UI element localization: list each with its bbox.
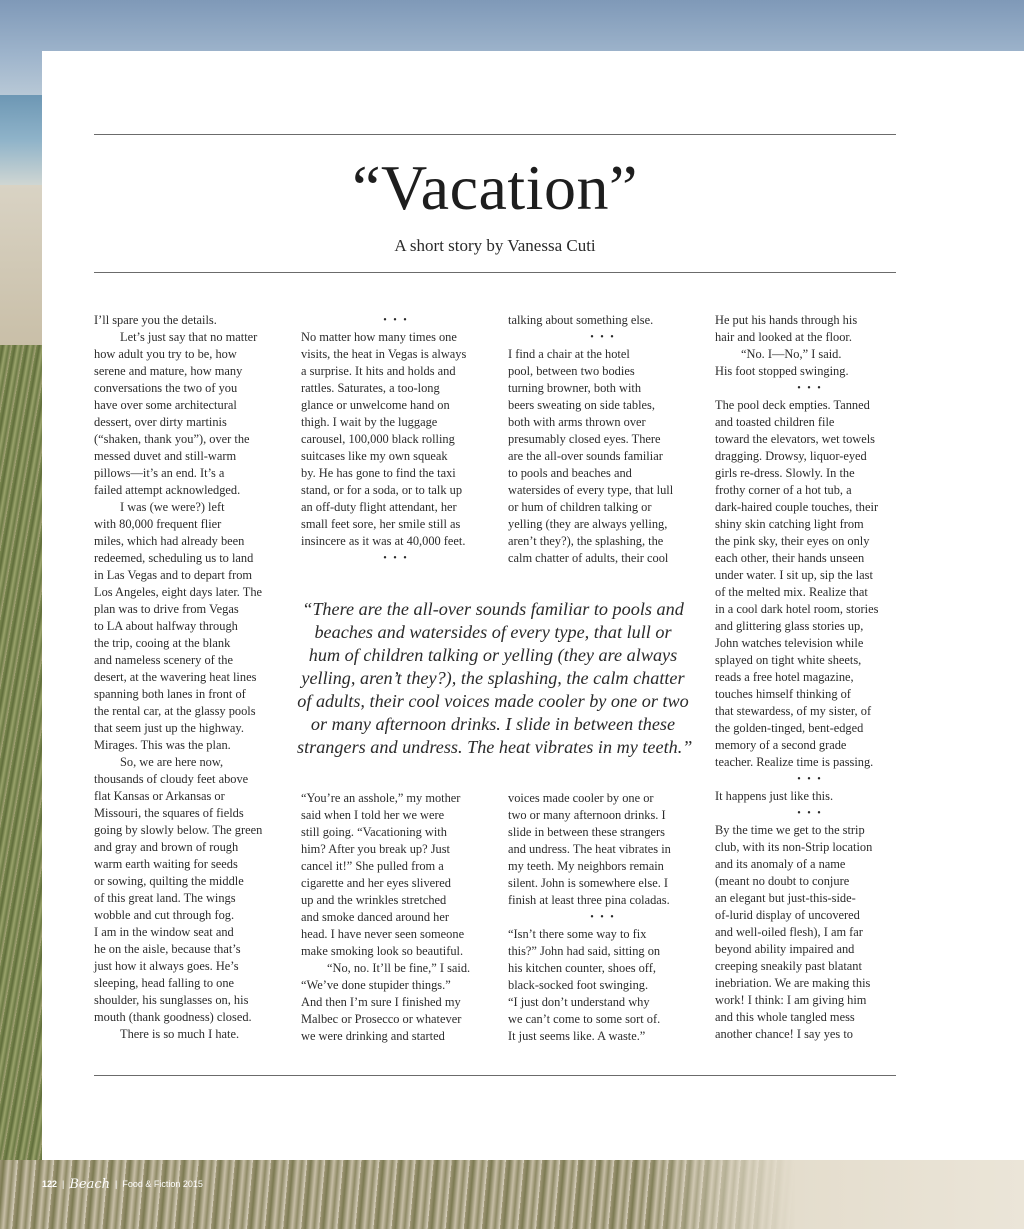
text-line: warm earth waiting for seeds: [94, 857, 238, 871]
text-line: aren’t they?), the splashing, the: [508, 534, 664, 548]
text-line: “Isn’t there some way to fix: [508, 927, 647, 941]
text-line: to LA about halfway through: [94, 619, 238, 633]
text-line: beyond ability impaired and: [715, 942, 855, 956]
text-line: or sowing, quilting the middle: [94, 874, 244, 888]
text-line: desert, at the wavering heat lines: [94, 670, 257, 684]
text-line: an elegant but just-this-side-: [715, 891, 856, 905]
text-line: the rental car, at the glassy pools: [94, 704, 256, 718]
column-2-bottom: [301, 790, 491, 1045]
text-line: and glittering glass stories up,: [715, 619, 864, 633]
pull-quote-line: hum of children talking or yelling (they are always: [308, 645, 678, 665]
text-line: “You’re an asshole,” my mother: [301, 791, 461, 805]
text-line: inebriation. We are making this: [715, 976, 871, 990]
text-line: the golden-tinged, bent-edged: [715, 721, 864, 735]
text-line: and this whole tangled mess: [715, 1010, 855, 1024]
text-line: flat Kansas or Arkansas or: [94, 789, 225, 803]
pull-quote-line: of adults, their cool voices made cooler by one or two: [297, 691, 689, 711]
pull-quote: [297, 598, 693, 759]
text-line: carousel, 100,000 black rolling: [301, 432, 455, 446]
text-line: each other, their hands unseen: [715, 551, 865, 565]
section-break: • • •: [590, 912, 616, 923]
text-line: my teeth. My neighbors remain: [508, 859, 664, 873]
text-line: both with arms thrown over: [508, 415, 646, 429]
text-line: No matter how many times one: [301, 330, 457, 344]
pull-quote-line: strangers and undress. The heat vibrates in my teeth.”: [297, 737, 693, 757]
pull-quote-line: yelling, aren’t they?), the splashing, the calm chatter: [301, 668, 685, 688]
background-sea: [0, 95, 42, 185]
text-line: and smoke danced around her: [301, 910, 449, 924]
story-title: “Vacation”: [352, 152, 638, 223]
text-line: creeping sneakily past blatant: [715, 959, 862, 973]
background-sand: [0, 185, 42, 345]
text-line: “No. I—No,” I said.: [741, 347, 842, 361]
background-dune-grass: [0, 345, 42, 1229]
text-line: calm chatter of adults, their cool: [508, 551, 669, 565]
text-line: I’ll spare you the details.: [94, 313, 217, 327]
text-line: still going. “Vacationing with: [301, 825, 447, 839]
text-line: miles, which had already been: [94, 534, 245, 548]
text-line: It happens just like this.: [715, 789, 834, 803]
text-line: of-lurid display of uncovered: [715, 908, 860, 922]
background-sand-bottom: [644, 1160, 1024, 1229]
text-line: going by slowly below. The green: [94, 823, 263, 837]
text-line: splayed on tight white sheets,: [715, 653, 862, 667]
text-line: of this great land. The wings: [94, 891, 236, 905]
text-line: dragging. Drowsy, liquor-eyed: [715, 449, 867, 463]
pull-quote-line: or many afternoon drinks. I slide in between these: [310, 714, 676, 734]
text-line: pool, between two bodies: [508, 364, 635, 378]
text-line: teacher. Realize time is passing.: [715, 755, 874, 769]
text-line: dessert, over dirty martinis: [94, 415, 227, 429]
text-line: that seem just up the highway.: [94, 721, 244, 735]
footer-divider: |: [115, 1179, 118, 1189]
text-line: work! I think: I am giving him: [715, 993, 867, 1007]
text-line: beers sweating on side tables,: [508, 398, 655, 412]
text-line: this?” John had said, sitting on: [508, 944, 661, 958]
text-line: an off-duty flight attendant, her: [301, 500, 457, 514]
text-line: visits, the heat in Vegas is always: [301, 347, 467, 361]
text-line: There is so much I hate.: [120, 1027, 240, 1041]
text-line: (“shaken, thank you”), over the: [94, 432, 250, 446]
text-line: hair and looked at the floor.: [715, 330, 852, 344]
text-line: thousands of cloudy feet above: [94, 772, 249, 786]
text-line: Missouri, the squares of fields: [94, 806, 244, 820]
text-line: presumably closed eyes. There: [508, 432, 661, 446]
section-break: • • •: [383, 553, 409, 564]
text-line: failed attempt acknowledged.: [94, 483, 241, 497]
text-line: under water. I sit up, sip the last: [715, 568, 873, 582]
section-break: • • •: [797, 808, 823, 819]
text-line: and undress. The heat vibrates in: [508, 842, 671, 856]
pull-quote-line: “There are the all-over sounds familiar to pools and: [302, 599, 684, 619]
text-line: dark-haired couple touches, their: [715, 500, 879, 514]
text-line: girls re-dress. Slowly. In the: [715, 466, 855, 480]
text-line: club, with its non-Strip location: [715, 840, 873, 854]
text-line: pillows—it’s an end. It’s a: [94, 466, 225, 480]
text-line: mouth (thank goodness) closed.: [94, 1010, 252, 1024]
text-line: black-socked foot swinging.: [508, 978, 649, 992]
text-line: two or many afternoon drinks. I: [508, 808, 666, 822]
text-line: (meant no doubt to conjure: [715, 874, 850, 888]
text-line: It just seems like. A waste.”: [508, 1029, 646, 1043]
text-line: reads a free hotel magazine,: [715, 670, 854, 684]
text-line: “We’ve done stupider things.”: [301, 978, 451, 992]
text-line: talking about something else.: [508, 313, 654, 327]
text-line: suitcases like my own squeak: [301, 449, 448, 463]
text-line: shiny skin catching light from: [715, 517, 864, 531]
text-line: to pools and beaches and: [508, 466, 632, 480]
column-2-top: [301, 312, 491, 567]
text-line: we can’t come to some sort of.: [508, 1012, 661, 1026]
text-line: slide in between these strangers: [508, 825, 665, 839]
section-break: • • •: [590, 332, 616, 343]
text-line: finish at least three pina coladas.: [508, 893, 670, 907]
text-line: he on the aisle, because that’s: [94, 942, 241, 956]
story-byline: A short story by Vanessa Cuti: [394, 236, 596, 255]
text-line: with 80,000 frequent flier: [94, 517, 222, 531]
page-number: 122: [42, 1179, 58, 1189]
text-line: turning browner, both with: [508, 381, 642, 395]
text-line: “I just don’t understand why: [508, 995, 650, 1009]
text-line: thigh. I wait by the luggage: [301, 415, 438, 429]
text-line: that stewardess, of my sister, of: [715, 704, 872, 718]
text-line: watersides of every type, that lull: [508, 483, 674, 497]
text-line: I was (we were?) left: [120, 500, 225, 514]
text-line: the pink sky, their eyes on only: [715, 534, 870, 548]
text-line: a surprise. It hits and holds and: [301, 364, 456, 378]
text-line: plan was to drive from Vegas: [94, 602, 239, 616]
issue-name: Food & Fiction 2015: [122, 1179, 203, 1189]
text-line: him? After you break up? Just: [301, 842, 450, 856]
magazine-logo: Beach: [69, 1176, 111, 1192]
text-line: yelling (they are always yelling,: [508, 517, 668, 531]
text-line: frothy corner of a hot tub, a: [715, 483, 852, 497]
bottom-rule: [94, 1075, 896, 1076]
text-line: and toasted children file: [715, 415, 835, 429]
text-line: his kitchen counter, shoes off,: [508, 961, 656, 975]
column-3-bottom: [508, 790, 698, 1045]
text-line: redeemed, scheduling us to land: [94, 551, 254, 565]
text-line: Los Angeles, eight days later. The: [94, 585, 263, 599]
text-line: Let’s just say that no matter: [120, 330, 258, 344]
text-line: So, we are here now,: [120, 755, 224, 769]
section-break: • • •: [797, 774, 823, 785]
text-line: silent. John is somewhere else. I: [508, 876, 669, 890]
footer-divider: |: [62, 1179, 65, 1189]
text-line: just how it always goes. He’s: [94, 959, 239, 973]
section-break: • • •: [797, 383, 823, 394]
text-line: Malbec or Prosecco or whatever: [301, 1012, 462, 1026]
text-line: by. He has gone to find the taxi: [301, 466, 456, 480]
column-4: [715, 312, 905, 1043]
text-line: said when I told her we were: [301, 808, 445, 822]
text-line: glance or unwelcome hand on: [301, 398, 450, 412]
text-line: And then I’m sure I finished my: [301, 995, 461, 1009]
text-line: spanning both lanes in front of: [94, 687, 246, 701]
text-line: up and the wrinkles stretched: [301, 893, 447, 907]
column-3-top: [508, 312, 698, 567]
text-line: we were drinking and started: [301, 1029, 445, 1043]
text-line: how adult you try to be, how: [94, 347, 237, 361]
text-line: in Las Vegas and to depart from: [94, 568, 253, 582]
text-line: have over some architectural: [94, 398, 237, 412]
text-line: He put his hands through his: [715, 313, 858, 327]
text-line: rattles. Saturates, a too-long: [301, 381, 440, 395]
text-line: another chance! I say yes to: [715, 1027, 853, 1041]
text-line: messed duvet and still-warm: [94, 449, 237, 463]
text-line: I find a chair at the hotel: [508, 347, 630, 361]
text-line: head. I have never seen someone: [301, 927, 465, 941]
text-line: cancel it!” She pulled from a: [301, 859, 444, 873]
text-line: of the melted mix. Realize that: [715, 585, 868, 599]
header-bottom-rule: [94, 272, 896, 273]
text-line: small feet sore, her smile still as: [301, 517, 461, 531]
text-line: memory of a second grade: [715, 738, 847, 752]
section-break: • • •: [383, 315, 409, 326]
text-line: sleeping, head falling to one: [94, 976, 235, 990]
text-line: or hum of children talking or: [508, 500, 652, 514]
pull-quote-line: beaches and watersides of every type, that lull or: [314, 622, 672, 642]
text-line: “No, no. It’ll be fine,” I said.: [327, 961, 471, 975]
text-line: I am in the window seat and: [94, 925, 234, 939]
text-line: and well-oiled flesh), I am far: [715, 925, 863, 939]
text-line: John watches television while: [715, 636, 864, 650]
text-line: and its anomaly of a name: [715, 857, 846, 871]
page-footer: [42, 1176, 203, 1192]
text-line: wobble and cut through fog.: [94, 908, 235, 922]
text-line: make smoking look so beautiful.: [301, 944, 464, 958]
text-line: The pool deck empties. Tanned: [715, 398, 870, 412]
text-line: are the all-over sounds familiar: [508, 449, 663, 463]
column-1: [94, 312, 284, 1043]
text-line: conversations the two of you: [94, 381, 238, 395]
text-line: and gray and brown of rough: [94, 840, 239, 854]
text-line: stand, or for a soda, or to talk up: [301, 483, 463, 497]
text-line: toward the elevators, wet towels: [715, 432, 875, 446]
text-line: voices made cooler by one or: [508, 791, 654, 805]
text-line: His foot stopped swinging.: [715, 364, 849, 378]
text-line: cigarette and her eyes slivered: [301, 876, 451, 890]
text-line: in a cool dark hotel room, stories: [715, 602, 879, 616]
text-line: the trip, cooing at the blank: [94, 636, 231, 650]
text-line: and nameless scenery of the: [94, 653, 233, 667]
text-line: shoulder, his sunglasses on, his: [94, 993, 249, 1007]
text-line: serene and mature, how many: [94, 364, 243, 378]
text-line: Mirages. This was the plan.: [94, 738, 231, 752]
text-line: By the time we get to the strip: [715, 823, 865, 837]
text-line: insincere as it was at 40,000 feet.: [301, 534, 466, 548]
top-rule: [94, 134, 896, 135]
text-line: touches himself thinking of: [715, 687, 851, 701]
